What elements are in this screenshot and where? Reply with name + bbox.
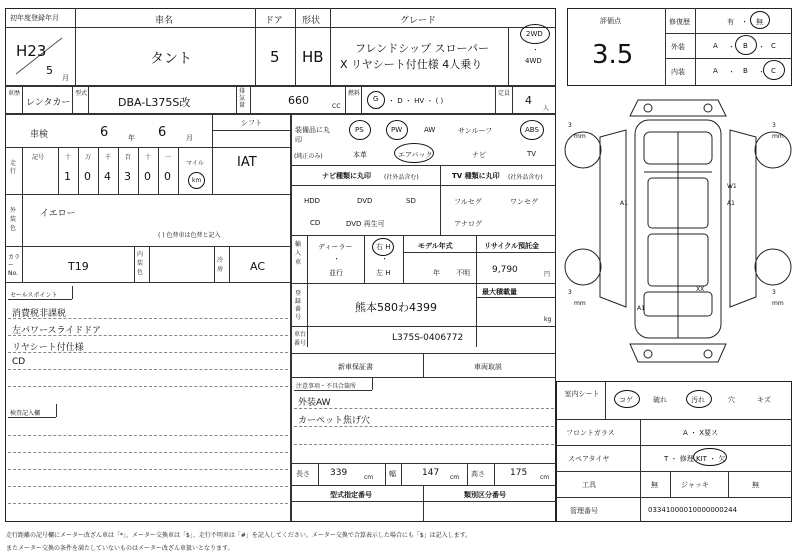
- height-label: 高さ: [471, 470, 485, 478]
- digit-6: 0: [164, 170, 171, 183]
- fuel-others: ・ D ・ HV ・ ( ): [388, 97, 444, 105]
- damage-xx: XX: [696, 286, 705, 293]
- displacement: 660: [288, 94, 309, 107]
- import-dot2: ・: [381, 255, 388, 263]
- height: 175: [510, 468, 528, 478]
- model: DBA-L375S改: [118, 96, 191, 109]
- unit-jyuman: 十: [65, 154, 72, 161]
- note-1: 外装AW: [298, 398, 331, 408]
- drive-2wd: 2WD: [526, 30, 543, 38]
- windshield-value: A ・ X要ス: [683, 429, 719, 437]
- new-car-warranty: 新車保証書: [338, 363, 373, 371]
- colorno: T19: [68, 260, 89, 273]
- tools-label: 工具: [582, 481, 596, 489]
- inspection-month: 6: [158, 125, 167, 140]
- damage-a1-left: A1: [620, 200, 628, 207]
- score-label: 評価点: [600, 17, 621, 25]
- equip-sunroof: サンルーフ: [458, 127, 493, 135]
- nav-note: (社外品含む): [384, 174, 419, 181]
- nav-label: ナビ種類に丸印: [322, 172, 371, 180]
- inspector-label: 検査記入欄: [10, 410, 41, 417]
- drive-4wd: 4WD: [525, 57, 542, 65]
- disp-label: 排気量: [239, 88, 246, 109]
- fuel-label: 燃料: [348, 90, 361, 97]
- note-2: カーペット焦げ穴: [298, 416, 371, 426]
- tire-fl: 3: [568, 122, 572, 129]
- int-b: B: [743, 67, 748, 75]
- jack-value: 無: [752, 481, 759, 489]
- footer-line1: 走行距離の記号欄にメーター改ざん車は「*」、メーター交換車は「$」、走行不明車は「#」を記入してください。メーター交換で合算表示した場合にも「$」は記入します。: [6, 532, 472, 539]
- import-right: 右 H: [376, 243, 391, 251]
- length-label: 長さ: [296, 470, 310, 478]
- max-load-label: 最大積載量: [482, 288, 517, 296]
- car-name: タント: [150, 51, 192, 67]
- nav-cd: CD: [310, 219, 321, 227]
- model-label: 型式: [75, 90, 88, 97]
- chassis-label: 車台番号: [294, 331, 307, 347]
- type-number-label: 型式指定番号: [330, 491, 372, 499]
- model-year-unknown: 不明: [456, 269, 470, 277]
- import-parallel: 並行: [329, 269, 343, 277]
- digit-1: 1: [64, 170, 71, 183]
- tv-fullseg: フルセグ: [454, 198, 482, 206]
- int-dot2: ・: [758, 68, 765, 76]
- doors: 5: [270, 48, 280, 66]
- tv-label: TV 種類に丸印: [452, 172, 500, 180]
- length: 339: [330, 468, 348, 478]
- ac-label: 冷房: [217, 257, 224, 273]
- damage-w1: W1: [727, 183, 737, 190]
- repair-dot: ・: [741, 18, 748, 26]
- mileage-kigo: 記号: [32, 154, 45, 161]
- equip-ps: PS: [355, 126, 364, 134]
- int-dot1: ・: [728, 68, 735, 76]
- nav-dvd-play: DVD 再生可: [346, 220, 385, 228]
- color-value: イエロー: [40, 209, 76, 219]
- color-label: 外装色: [10, 207, 17, 232]
- unit-hyaku: 百: [125, 154, 132, 161]
- exterior-label: 外装: [671, 43, 685, 51]
- seat-kizu: キズ: [757, 396, 771, 404]
- width: 147: [422, 468, 440, 478]
- width-label: 幅: [389, 470, 396, 478]
- mileage-label: 走行: [10, 160, 17, 175]
- recycle-value: 9,790: [492, 265, 518, 275]
- equip-aw: AW: [424, 126, 436, 134]
- shape-label: 形状: [302, 16, 321, 26]
- reg-number: 熊本580わ4399: [355, 301, 437, 314]
- equip-pw: PW: [391, 126, 403, 134]
- tire-rr: 3: [772, 289, 776, 296]
- selling-point-3: リヤシート付仕様: [12, 343, 84, 353]
- vehicle-manual: 車両取説: [474, 363, 502, 371]
- inspection-label: 車検: [30, 130, 49, 140]
- selling-point-4: CD: [12, 357, 26, 367]
- chassis-number: L375S-0406772: [392, 333, 464, 343]
- spare-value: T ・ 修理 KIT ・ 欠: [664, 455, 726, 463]
- int-a: A: [713, 67, 718, 75]
- unit-ichi: 一: [165, 154, 172, 161]
- ac: AC: [250, 260, 266, 273]
- shift-label: シフト: [241, 119, 262, 127]
- damage-a1-rear: A1: [637, 305, 645, 312]
- colorno-label: カラーNo.: [8, 254, 21, 277]
- tools-value: 無: [651, 481, 658, 489]
- height-unit: cm: [540, 474, 550, 481]
- person-unit: 人: [543, 105, 550, 112]
- mileage-mile: マイル: [186, 160, 204, 167]
- reg-month-unit: 月: [62, 74, 69, 82]
- nav-hdd: HDD: [304, 197, 321, 205]
- selling-points-label: セールスポイント: [10, 292, 58, 299]
- equipment-label: 装備品に丸印: [295, 126, 330, 144]
- repaint-note: ( ) 色替車は色替と記入: [158, 232, 221, 239]
- selling-point-2: 左パワースライドドア: [12, 326, 102, 336]
- reg-number-label: 登録番号: [295, 290, 302, 321]
- ext-b: B: [743, 42, 748, 50]
- shape: HB: [302, 48, 324, 66]
- unit-jyu: 十: [145, 154, 152, 161]
- reg-year: H23: [16, 42, 47, 60]
- digit-2: 0: [84, 170, 91, 183]
- model-year-unit: 年: [433, 269, 440, 277]
- damage-a1-right: A1: [727, 200, 735, 207]
- capacity: 4: [525, 94, 532, 107]
- tv-note: (社外品含む): [508, 174, 543, 181]
- interior-color-label: 内装色: [137, 251, 144, 276]
- grade-line1: フレンドシップ スローパー: [355, 42, 490, 55]
- usage: レンタカー: [26, 98, 71, 108]
- tire-fr-mm: mm: [772, 133, 784, 140]
- car-diagram: [560, 92, 796, 378]
- seat-label: 室内シート: [564, 390, 600, 398]
- model-year-label: モデル年式: [418, 242, 453, 250]
- repair-label: 修復歴: [669, 18, 690, 26]
- seat-yabure: 破れ: [653, 396, 667, 404]
- seat-koge: コゲ: [619, 396, 633, 404]
- digit-5: 0: [144, 170, 151, 183]
- inspection-year-unit: 年: [128, 134, 135, 142]
- import-dealer: ディーラー: [318, 243, 353, 251]
- windshield-label: フロントガラス: [566, 429, 615, 437]
- equip-airbag: エアバック: [398, 151, 433, 159]
- cc-unit: CC: [332, 103, 341, 110]
- tire-rl: 3: [568, 289, 572, 296]
- equip-leather: 本革: [353, 151, 367, 159]
- score: 3.5: [592, 40, 634, 70]
- nav-sd: SD: [406, 197, 416, 205]
- shift: IAT: [237, 155, 257, 170]
- management-label: 管理番号: [570, 507, 598, 515]
- equip-abs: ABS: [525, 126, 539, 134]
- unit-sen: 千: [105, 154, 112, 161]
- usage-label: 車歴: [8, 90, 21, 97]
- import-left: 左 H: [376, 269, 391, 277]
- door-label: ドア: [265, 16, 283, 26]
- tire-fl-mm: mm: [574, 133, 586, 140]
- fuel-g: G: [373, 95, 379, 103]
- reg-month: 5: [46, 64, 53, 77]
- digit-3: 4: [104, 170, 111, 183]
- management-number: 03341000010000000244: [648, 506, 738, 514]
- digit-4: 3: [124, 170, 131, 183]
- equipment-sub: (純正のみ): [294, 153, 323, 160]
- inspection-month-unit: 月: [186, 134, 193, 142]
- selling-point-1: 消費税非課税: [12, 309, 67, 319]
- recycle-label: リサイクル預託金: [484, 242, 540, 250]
- tire-rr-mm: mm: [772, 300, 784, 307]
- ext-a: A: [713, 42, 718, 50]
- repair-no: 無: [756, 18, 763, 26]
- notes-label: 注意事項・不具合箇所: [296, 383, 357, 390]
- grade-label: グレード: [400, 16, 437, 26]
- import-label: 輸入車: [295, 241, 302, 266]
- width-unit: cm: [450, 474, 460, 481]
- grade-line2: X リヤシート付仕様 4人乗り: [340, 58, 483, 71]
- equip-tv: TV: [527, 150, 537, 158]
- inspection-year: 6: [100, 125, 109, 140]
- capacity-label: 定員: [498, 90, 511, 97]
- class-number-label: 類別区分番号: [464, 491, 506, 499]
- seat-yogore: 汚れ: [691, 396, 705, 404]
- interior-grade-label: 内装: [671, 68, 685, 76]
- recycle-yen: 円: [544, 271, 551, 278]
- length-unit: cm: [364, 474, 374, 481]
- tv-analog: アナログ: [454, 220, 482, 228]
- ext-dot2: ・: [758, 43, 765, 51]
- equip-navi: ナビ: [472, 151, 486, 159]
- ext-c: C: [771, 42, 776, 50]
- tire-rl-mm: mm: [574, 300, 586, 307]
- jack-label: ジャッキ: [681, 481, 709, 489]
- spare-label: スペアタイヤ: [568, 455, 610, 463]
- tire-fr: 3: [772, 122, 776, 129]
- import-dot: ・: [333, 255, 340, 263]
- seat-ana: 穴: [728, 396, 735, 404]
- reg-year-label: 初年度登録年月: [10, 14, 59, 22]
- nav-dvd: DVD: [357, 197, 373, 205]
- ext-dot1: ・: [728, 43, 735, 51]
- footer-line2: またメーター交換の条件を満たしていないものはメーター改ざん車扱いとなります。: [6, 545, 234, 552]
- unit-man: 万: [85, 154, 92, 161]
- car-name-label: 車名: [155, 16, 174, 26]
- int-c: C: [771, 67, 776, 75]
- repair-yes: 有: [727, 18, 734, 26]
- drive-dot: ・: [532, 46, 539, 54]
- tv-oneseg: ワンセグ: [510, 198, 538, 206]
- max-load-kg: kg: [544, 316, 552, 323]
- mileage-km: km: [192, 177, 202, 184]
